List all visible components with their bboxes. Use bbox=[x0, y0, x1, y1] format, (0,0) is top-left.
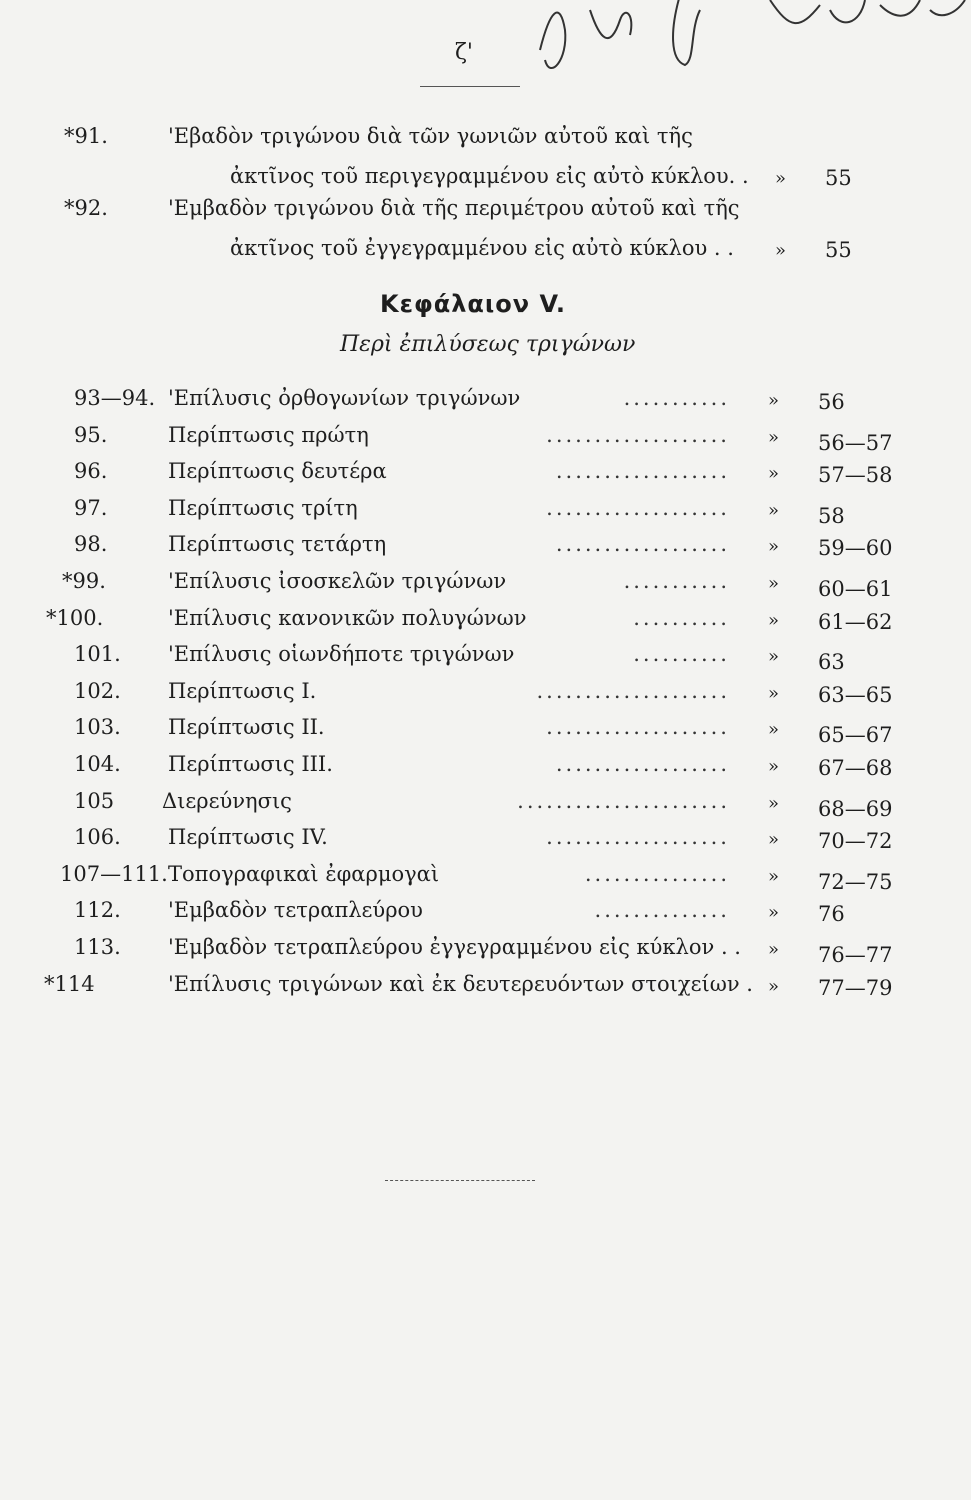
entry-page: 77—79 bbox=[818, 975, 893, 1000]
entry-number: 93—94. bbox=[74, 386, 156, 410]
header-rule bbox=[420, 86, 520, 87]
leader-dots: .................... bbox=[536, 678, 730, 703]
ditto-mark: » bbox=[768, 463, 780, 485]
leader-dots: ........... bbox=[623, 386, 730, 410]
leader-dots: .................. bbox=[555, 752, 730, 776]
leader-dots: .................. bbox=[555, 532, 730, 557]
toc-entry bbox=[0, 459, 971, 491]
entry-title: 'Επίλυσις ἰσοσκελῶν τριγώνων bbox=[168, 569, 507, 593]
leader-dots: ............... bbox=[584, 861, 730, 886]
ditto-mark: » bbox=[768, 646, 780, 668]
entry-number: 113. bbox=[74, 935, 121, 959]
leader-dots: .............. bbox=[594, 898, 730, 923]
toc-entry bbox=[0, 789, 971, 821]
footer-rule bbox=[385, 1180, 535, 1183]
entry-page: 56—57 bbox=[818, 430, 893, 455]
ditto-mark: » bbox=[768, 756, 780, 777]
ditto-mark: » bbox=[768, 609, 780, 631]
entry-title: Περίπτωσις τετάρτη bbox=[168, 532, 387, 557]
entry-number: 103. bbox=[74, 715, 121, 740]
ditto-mark: » bbox=[768, 682, 780, 704]
ditto-mark: » bbox=[768, 792, 780, 814]
ditto-mark: » bbox=[768, 829, 780, 851]
entry-number: 112. bbox=[74, 898, 121, 923]
leader-dots: ................... bbox=[546, 422, 730, 447]
entry-page: 58 bbox=[818, 503, 845, 528]
entry-title-line2: ἀκτῖνος τοῦ ἐγγεγραμμένου εἰς αὐτὸ κύκλου . . bbox=[230, 236, 734, 260]
toc-entry bbox=[0, 569, 971, 601]
entry-title: Τοπογραφικαὶ ἐφαρμογαὶ bbox=[168, 861, 440, 886]
entry-number: 104. bbox=[74, 752, 121, 776]
entry-title: Περίπτωσις I. bbox=[168, 678, 317, 703]
entry-title-line1: 'Εμβαδὸν τριγώνου διὰ τῆς περιμέτρου αὐτοῦ καὶ τῆς bbox=[168, 196, 740, 220]
ditto-mark: » bbox=[768, 499, 780, 521]
ditto-mark: » bbox=[768, 536, 780, 558]
chapter-title: Κεφάλαιον V. bbox=[380, 290, 567, 318]
toc-entry bbox=[0, 752, 971, 784]
entry-number: *91. bbox=[64, 124, 108, 148]
page-number: ζ' bbox=[455, 40, 473, 65]
entry-page: 55 bbox=[825, 166, 852, 190]
chapter-subtitle: Περὶ ἐπιλύσεως τριγώνων bbox=[340, 332, 636, 357]
entry-title: 'Επίλυσις κανονικῶν πολυγώνων bbox=[168, 605, 527, 630]
entry-number: 95. bbox=[74, 422, 108, 447]
toc-entry bbox=[0, 935, 971, 967]
entry-title: 'Επίλυσις τριγώνων καὶ ἐκ δευτερευόντων στοιχείων . bbox=[168, 971, 753, 996]
entry-page: 68—69 bbox=[818, 796, 893, 821]
entry-title: 'Εμβαδὸν τετραπλεύρου bbox=[168, 898, 423, 923]
entry-number: *92. bbox=[64, 196, 108, 220]
entry-page: 57—58 bbox=[818, 463, 893, 488]
entry-title-line1: 'Εβαδὸν τριγώνου διὰ τῶν γωνιῶν αὐτοῦ καὶ τῆς bbox=[168, 124, 693, 148]
ditto-mark: » bbox=[775, 240, 787, 261]
entry-page: 63—65 bbox=[818, 682, 893, 707]
entry-page: 70—72 bbox=[818, 829, 893, 854]
leader-dots: ................... bbox=[546, 715, 730, 740]
toc-entry bbox=[0, 606, 971, 638]
toc-entry bbox=[0, 386, 971, 418]
entry-number: 96. bbox=[74, 459, 108, 484]
entry-number: *99. bbox=[62, 569, 106, 593]
entry-number: *114 bbox=[44, 971, 95, 996]
toc-entry bbox=[0, 898, 971, 930]
entry-number: 106. bbox=[74, 825, 121, 850]
entry-number: 105 bbox=[74, 788, 115, 813]
entry-page: 76—77 bbox=[818, 943, 893, 967]
entry-title: 'Εμβαδὸν τετραπλεύρου ἐγγεγραμμένου εἰς κύκλον . . bbox=[168, 935, 741, 959]
ditto-mark: » bbox=[768, 390, 780, 411]
leader-dots: ................... bbox=[546, 825, 730, 850]
ditto-mark: » bbox=[775, 168, 787, 189]
ditto-mark: » bbox=[768, 719, 780, 741]
ditto-mark: » bbox=[768, 865, 780, 887]
toc-entry bbox=[0, 972, 971, 1004]
entry-title-line2: ἀκτῖνος τοῦ περιγεγραμμένου εἰς αὐτὸ κύκλου. . bbox=[230, 164, 749, 188]
entry-number: 102. bbox=[74, 678, 121, 703]
entry-page: 61—62 bbox=[818, 609, 893, 634]
entry-number: 98. bbox=[74, 532, 108, 557]
entry-title: 'Επίλυσις ὀρθογωνίων τριγώνων bbox=[168, 386, 521, 410]
entry-page: 56 bbox=[818, 390, 845, 414]
ditto-mark: » bbox=[768, 939, 780, 960]
toc-entry bbox=[0, 196, 971, 262]
toc-entry bbox=[0, 862, 971, 894]
entry-number: *100. bbox=[46, 605, 104, 630]
leader-dots: ........... bbox=[623, 569, 730, 593]
toc-entry bbox=[0, 532, 971, 564]
leader-dots: ................... bbox=[546, 495, 730, 520]
entry-page: 59—60 bbox=[818, 536, 893, 561]
ditto-mark: » bbox=[768, 573, 780, 594]
entry-title: 'Επίλυσις οἱωνδήποτε τριγώνων bbox=[168, 642, 515, 667]
entry-title: Περίπτωσις IV. bbox=[168, 825, 328, 850]
handwritten-annotation bbox=[520, 0, 970, 90]
entry-title: Περίπτωσις δευτέρα bbox=[168, 459, 387, 484]
entry-number: 107—111. bbox=[60, 861, 168, 886]
entry-number: 101. bbox=[74, 642, 121, 667]
entry-title: Περίπτωσις III. bbox=[168, 752, 333, 776]
toc-entry bbox=[0, 715, 971, 747]
toc-entry bbox=[0, 825, 971, 857]
entry-title: Περίπτωσις II. bbox=[168, 715, 325, 740]
leader-dots: .......... bbox=[633, 642, 730, 667]
entry-number: 97. bbox=[74, 495, 108, 520]
entry-page: 55 bbox=[825, 238, 852, 262]
ditto-mark: » bbox=[768, 975, 780, 997]
leader-dots: ...................... bbox=[517, 788, 730, 813]
entry-page: 72—75 bbox=[818, 869, 893, 894]
entry-page: 60—61 bbox=[818, 577, 893, 601]
toc-entry bbox=[0, 496, 971, 528]
entry-title: Περίπτωσις τρίτη bbox=[168, 495, 358, 520]
entry-title: Περίπτωσις πρώτη bbox=[168, 422, 369, 447]
ditto-mark: » bbox=[768, 902, 780, 924]
entry-title: Διερεύνησις bbox=[162, 788, 292, 813]
toc-entry bbox=[0, 124, 971, 190]
entry-page: 63 bbox=[818, 650, 845, 675]
toc-entry bbox=[0, 679, 971, 711]
entry-page: 76 bbox=[818, 902, 845, 927]
entry-page: 67—68 bbox=[818, 756, 893, 780]
leader-dots: .......... bbox=[633, 605, 730, 630]
entry-page: 65—67 bbox=[818, 723, 893, 748]
leader-dots: .................. bbox=[555, 459, 730, 484]
toc-entry bbox=[0, 642, 971, 674]
ditto-mark: » bbox=[768, 426, 780, 448]
toc-entry bbox=[0, 423, 971, 455]
